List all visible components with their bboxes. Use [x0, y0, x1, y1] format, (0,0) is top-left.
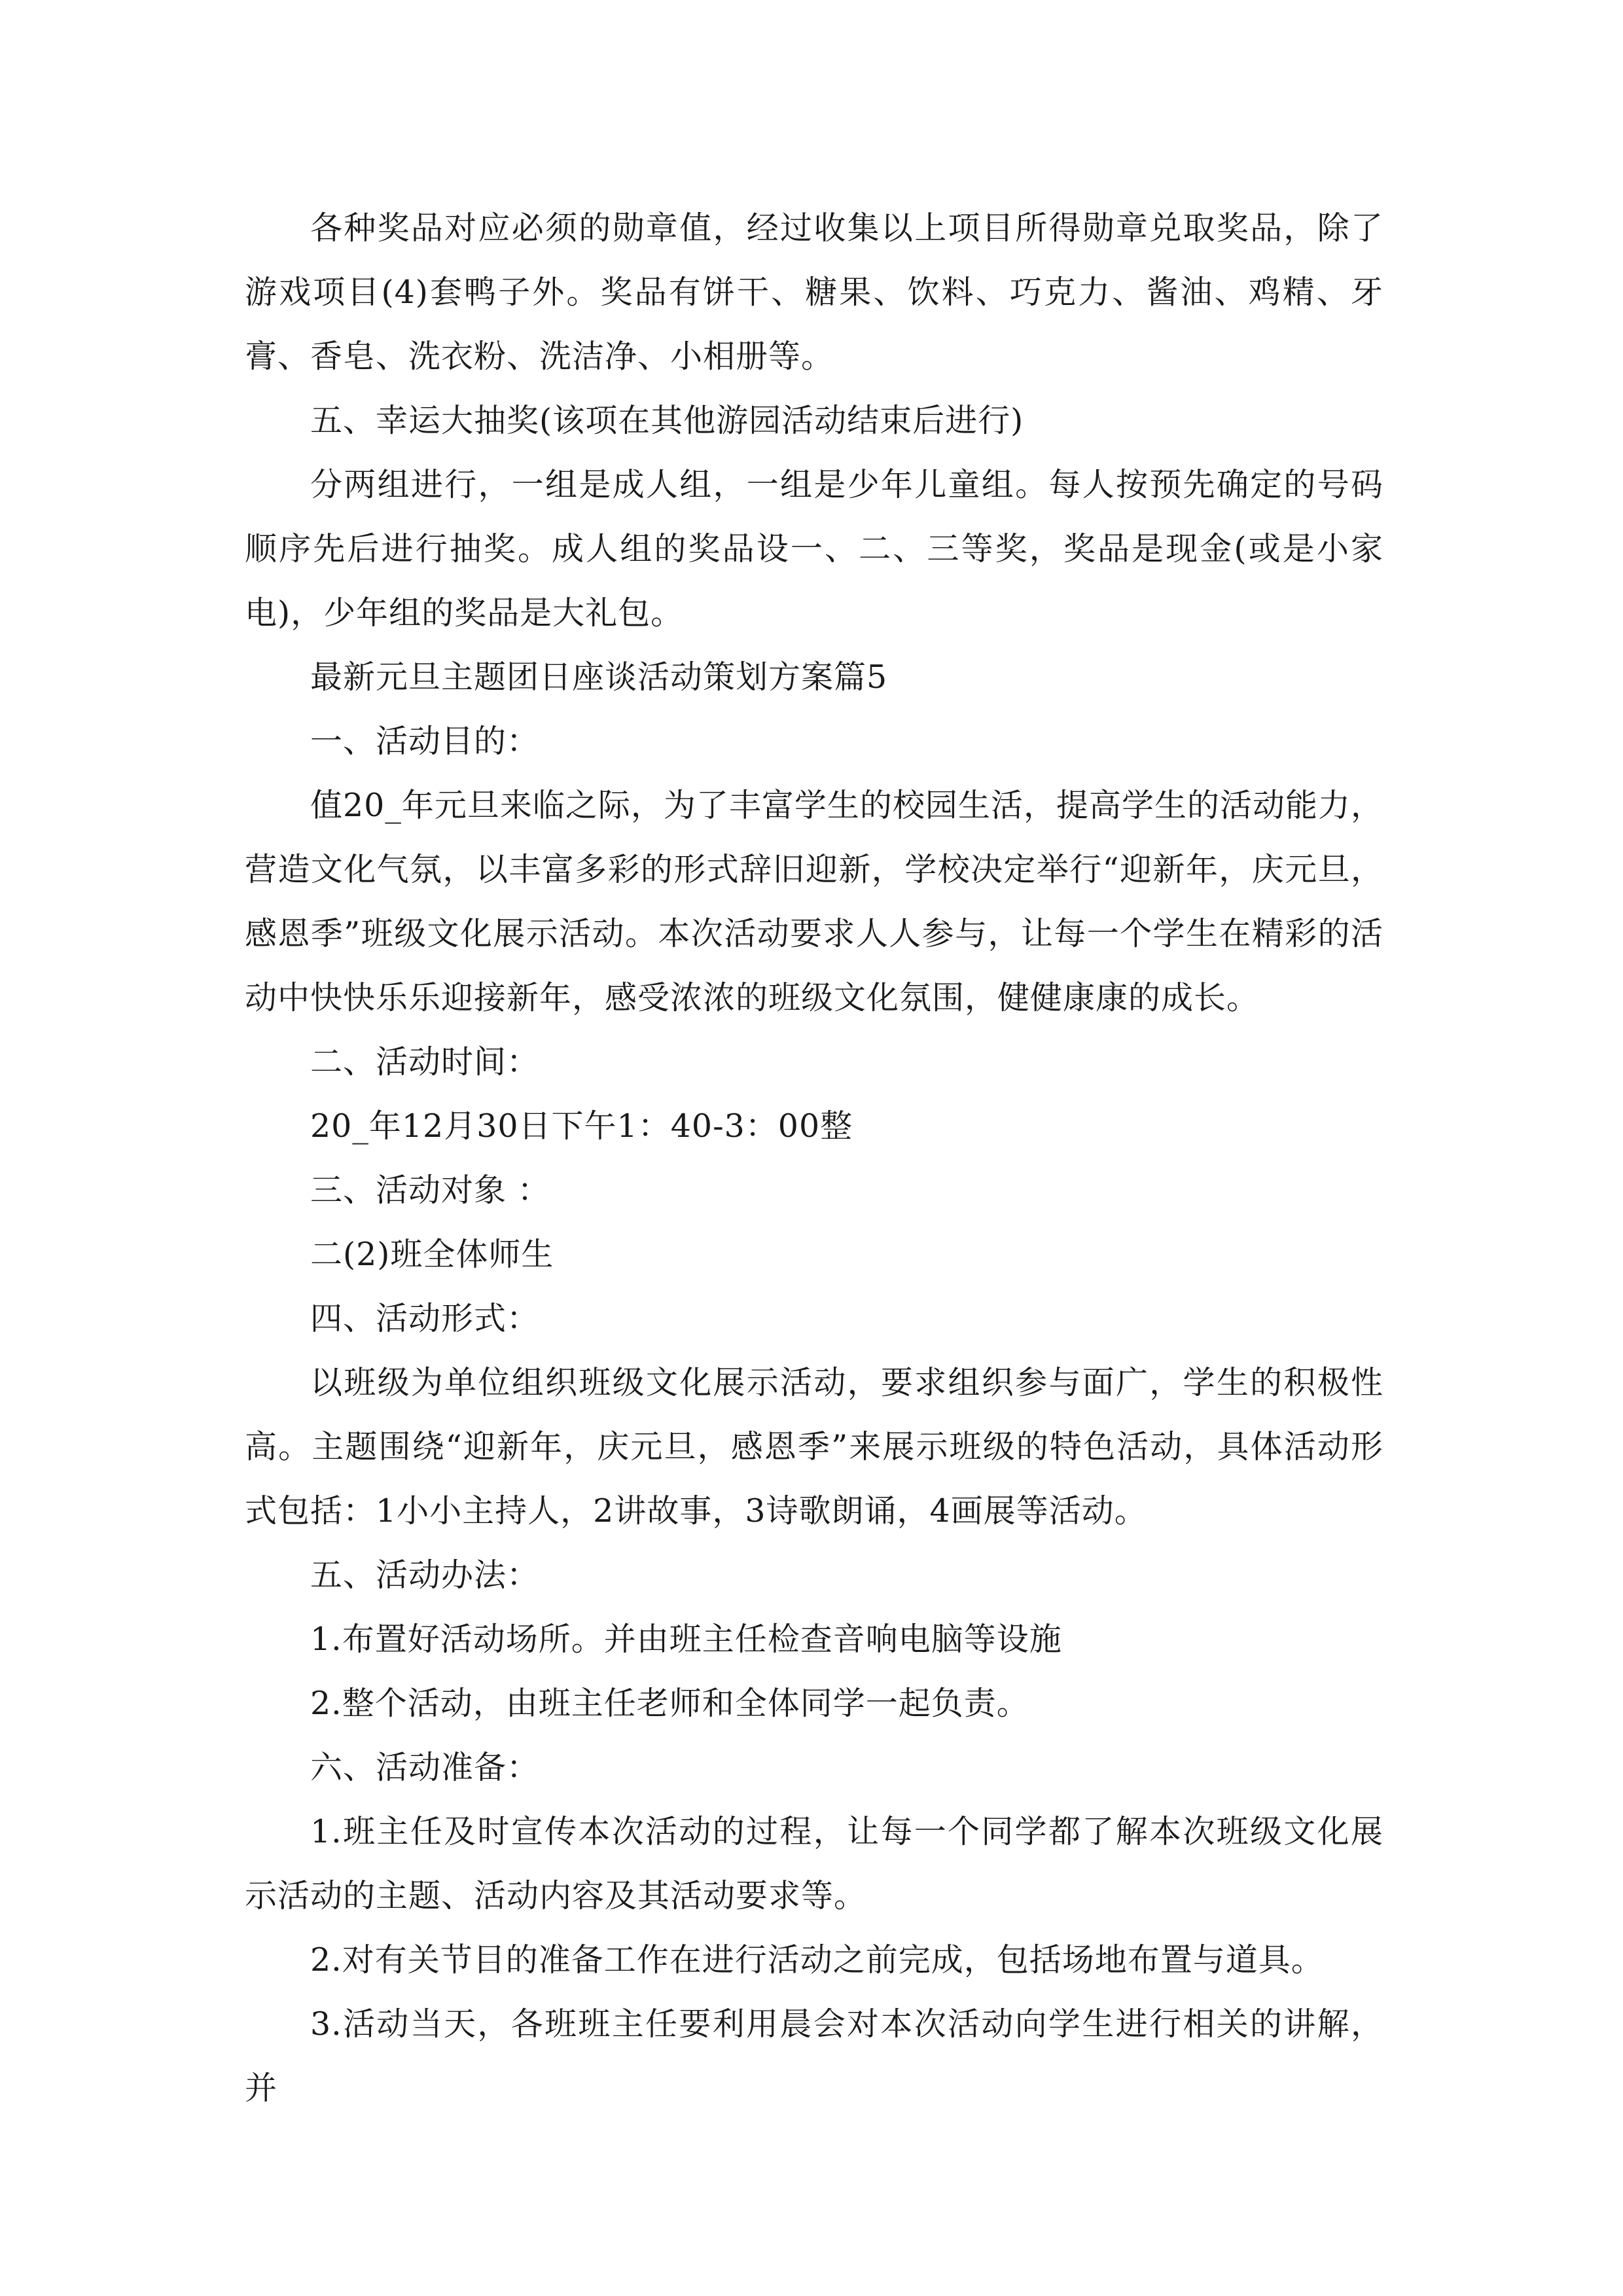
heading-format: 四、活动形式： [310, 1300, 540, 1337]
paragraph-participants: 二(2)班全体师生 [310, 1236, 554, 1273]
heading-preparation: 六、活动准备： [310, 1749, 540, 1786]
paragraph-purpose: 值20_年元旦来临之际，为了丰富学生的校园生活，提高学生的活动能力，营造文化气氛，以丰富多彩的形式辞旧迎新，学校决定举行“迎新年，庆元旦，感恩季”班级文化展示活动。本次活动要求人人参与，让每一个学生在精彩的活动中快快乐乐迎接新年，感受浓浓的班级文化氛围，健健康康的成长。 [245, 787, 1383, 1016]
document-body [245, 196, 1383, 2121]
paragraph-method-2: 2.整个活动，由班主任老师和全体同学一起负责。 [310, 1685, 1029, 1722]
paragraph-preparation-2: 2.对有关节目的准备工作在进行活动之前完成，包括场地布置与道具。 [310, 1941, 1324, 1979]
heading-purpose: 一、活动目的： [310, 723, 540, 760]
paragraph-preparation-1: 1.班主任及时宣传本次活动的过程，让每一个同学都了解本次班级文化展示活动的主题、活动内容及其活动要求等。 [245, 1813, 1383, 1914]
paragraph-preparation-3: 3.活动当天，各班班主任要利用晨会对本次活动向学生进行相关的讲解，并 [245, 2005, 1383, 2107]
paragraph-lucky-draw: 分两组进行，一组是成人组，一组是少年儿童组。每人按预先确定的号码顺序先后进行抽奖。成人组的奖品设一、二、三等奖，奖品是现金(或是小家电)，少年组的奖品是大礼包。 [245, 466, 1383, 632]
section-title: 最新元旦主题团日座谈活动策划方案篇5 [310, 658, 888, 696]
heading-time: 二、活动时间： [310, 1043, 540, 1081]
paragraph-method-1: 1.布置好活动场所。并由班主任检查音响电脑等设施 [310, 1621, 1062, 1658]
heading-method: 五、活动办法： [310, 1556, 540, 1594]
heading-lucky-draw: 五、幸运大抽奖(该项在其他游园活动结束后进行) [310, 402, 1024, 439]
paragraph-prizes: 各种奖品对应必须的勋章值，经过收集以上项目所得勋章兑取奖品，除了游戏项目(4)套鸭子外。奖品有饼干、糖果、饮料、巧克力、酱油、鸡精、牙膏、香皂、洗衣粉、洗洁净、小相册等。 [245, 209, 1383, 375]
paragraph-format: 以班级为单位组织班级文化展示活动，要求组织参与面广，学生的积极性高。主题围绕“迎新年，庆元旦，感恩季”来展示班级的特色活动，具体活动形式包括：1小小主持人，2讲故事，3诗歌朗诵，4画展等活动。 [245, 1364, 1383, 1530]
paragraph-time: 20_年12月30日下午1：40-3：00整 [310, 1107, 853, 1145]
heading-participants: 三、活动对象 ： [310, 1172, 550, 1209]
